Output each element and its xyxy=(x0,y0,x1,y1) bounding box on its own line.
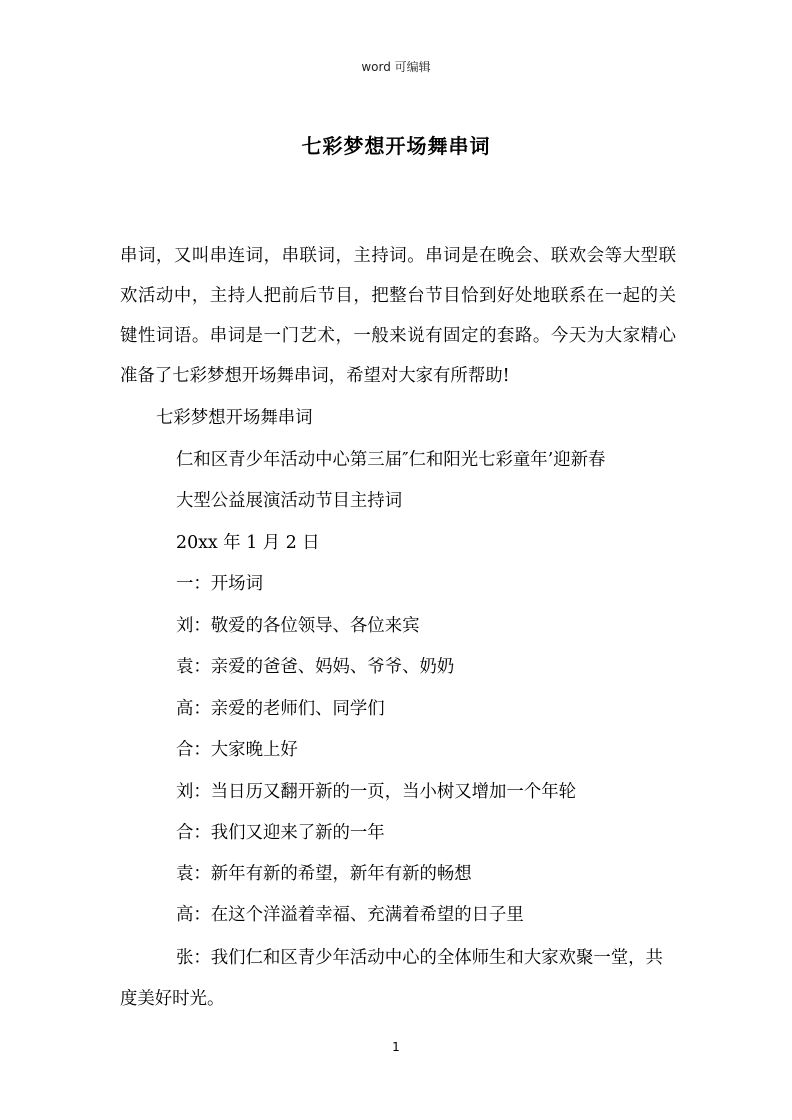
script-line: 刘：敬爱的各位领导、各位来宾 xyxy=(176,616,420,636)
script-line: 高：在这个洋溢着幸福、充满着希望的日子里 xyxy=(176,905,524,925)
script-line: 合：大家晚上好 xyxy=(176,740,298,760)
script-line: 合：我们又迎来了新的一年 xyxy=(176,823,385,843)
intro-paragraph: 串词，又叫串连词，串联词，主持词。串词是在晚会、联欢会等大型联欢活动中，主持人把前后节目，把整台节目恰到好处地联系在一起的关键性词语。串词是一门艺术，一般来说有固定的套路。今天为大家精心准备了七彩梦想开场舞串词，希望对大家有所帮助! xyxy=(120,246,676,386)
date-line: 20xx 年 1 月 2 日 xyxy=(176,533,320,553)
script-paragraph: 张：我们仁和区青少年活动中心的全体师生和大家欢聚一堂，共度美好时光。 xyxy=(120,948,663,1009)
section-heading: 一：开场词 xyxy=(176,574,263,594)
script-line: 高：亲爱的老师们、同学们 xyxy=(176,699,385,719)
script-line: 大型公益展演活动节目主持词 xyxy=(176,491,403,511)
script-line: 袁：新年有新的希望，新年有新的畅想 xyxy=(176,864,472,884)
document-title: 七彩梦想开场舞串词 xyxy=(301,134,491,158)
script-line: 袁：亲爱的爸爸、妈妈、爷爷、奶奶 xyxy=(176,657,455,677)
section-subtitle: 七彩梦想开场舞串词 xyxy=(156,408,313,428)
script-line: 仁和区青少年活动中心第三届″仁和阳光七彩童年’迎新春 xyxy=(176,450,606,470)
page-header: word 可编辑 xyxy=(361,60,431,74)
page-number: 1 xyxy=(392,1040,400,1054)
script-line: 刘：当日历又翻开新的一页，当小树又增加一个年轮 xyxy=(176,782,576,802)
